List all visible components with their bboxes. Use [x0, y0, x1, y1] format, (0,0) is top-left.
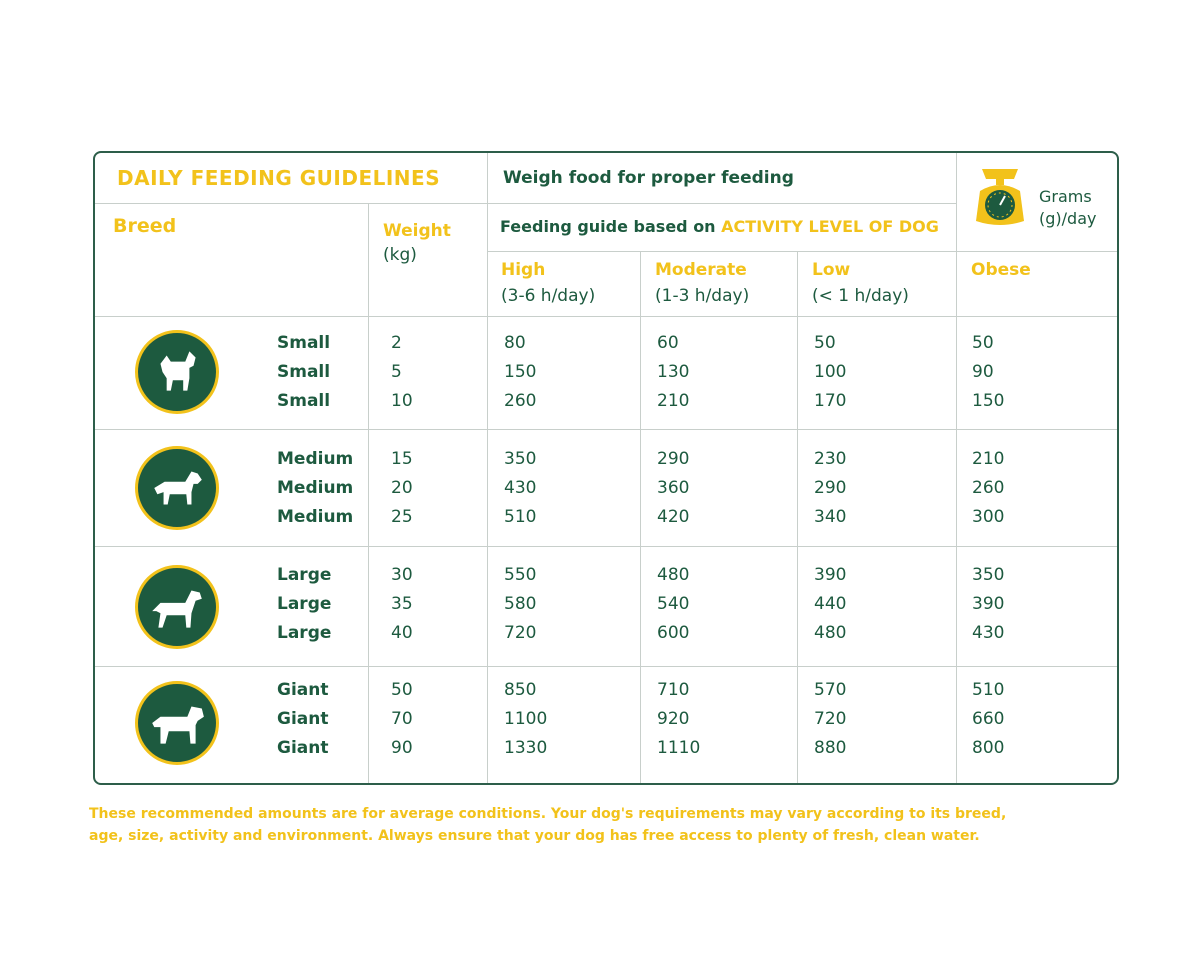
low-cell: 880: [814, 738, 847, 758]
breed-cell: Large: [277, 565, 332, 585]
medium-low-list: [814, 445, 846, 532]
moderate-label: Moderate: [655, 260, 747, 280]
giant-weight-list: [391, 676, 413, 763]
low-cell: 290: [814, 478, 847, 498]
obese-cell: 150: [972, 391, 1005, 411]
small-moderate-list: [657, 329, 689, 416]
low-cell: 230: [814, 449, 847, 469]
obese-cell: 90: [972, 362, 994, 382]
breed-cell: Giant: [277, 738, 329, 758]
moderate-cell: 920: [657, 709, 690, 729]
obese-cell: 660: [972, 709, 1005, 729]
breed-cell: Giant: [277, 680, 329, 700]
breed-cell: Medium: [277, 449, 354, 469]
high-cell: 350: [504, 449, 537, 469]
breed-header: Breed: [113, 215, 177, 237]
low-cell: 170: [814, 391, 847, 411]
divider-small-medium: [95, 429, 1117, 430]
header-moderate: [655, 257, 749, 309]
medium-obese-list: [972, 445, 1004, 532]
low-cell: 340: [814, 507, 847, 527]
high-cell: 850: [504, 680, 537, 700]
weight-cell: 40: [391, 623, 413, 643]
obese-cell: 430: [972, 623, 1005, 643]
footnote-line-2: age, size, activity and environment. Always ensure that your dog has free access to plenty of fresh, clean water.: [89, 828, 980, 844]
large-breed-list: [277, 561, 331, 648]
low-hours: (< 1 h/day): [812, 286, 909, 306]
weight-cell: 30: [391, 565, 413, 585]
low-cell: 480: [814, 623, 847, 643]
breed-cell: Medium: [277, 507, 354, 527]
small-weight-list: [391, 329, 413, 416]
giant-breed-list: [277, 676, 328, 763]
divider-low-obese: [956, 153, 957, 783]
header-obese: [971, 257, 1031, 283]
obese-label: Obese: [971, 260, 1031, 280]
grams-header: [1039, 186, 1096, 230]
weight-cell: 25: [391, 507, 413, 527]
moderate-cell: 360: [657, 478, 690, 498]
medium-high-list: [504, 445, 536, 532]
giant-low-list: [814, 676, 846, 763]
breed-cell: Medium: [277, 478, 354, 498]
breed-cell: Giant: [277, 709, 329, 729]
weight-unit: (kg): [383, 245, 417, 265]
high-cell: 510: [504, 507, 537, 527]
moderate-cell: 130: [657, 362, 690, 382]
divider-medium-large: [95, 546, 1117, 547]
weight-cell: 35: [391, 594, 413, 614]
weight-cell: 5: [391, 362, 402, 382]
low-cell: 50: [814, 333, 836, 353]
moderate-cell: 290: [657, 449, 690, 469]
low-cell: 570: [814, 680, 847, 700]
breed-cell: Large: [277, 623, 332, 643]
obese-cell: 300: [972, 507, 1005, 527]
high-cell: 1100: [504, 709, 548, 729]
giant-dog-icon: [135, 681, 219, 765]
low-label: Low: [812, 260, 851, 280]
page-title: DAILY FEEDING GUIDELINES: [117, 166, 441, 190]
giant-high-list: [504, 676, 547, 763]
large-weight-list: [391, 561, 413, 648]
high-cell: 430: [504, 478, 537, 498]
divider-large-giant: [95, 666, 1117, 667]
weight-cell: 70: [391, 709, 413, 729]
medium-breed-list: [277, 445, 353, 532]
moderate-cell: 1110: [657, 738, 701, 758]
weight-cell: 2: [391, 333, 402, 353]
obese-cell: 210: [972, 449, 1005, 469]
medium-moderate-list: [657, 445, 689, 532]
large-low-list: [814, 561, 846, 648]
obese-cell: 50: [972, 333, 994, 353]
large-obese-list: [972, 561, 1004, 648]
guide-emphasis: ACTIVITY LEVEL OF DOG: [721, 217, 939, 236]
weight-cell: 10: [391, 391, 413, 411]
moderate-cell: 600: [657, 623, 690, 643]
breed-cell: Large: [277, 594, 332, 614]
activity-guide-header: [500, 217, 939, 236]
moderate-cell: 420: [657, 507, 690, 527]
weight-label: Weight: [383, 221, 451, 241]
divider-weigh-row: [487, 203, 956, 204]
obese-cell: 800: [972, 738, 1005, 758]
divider-header-body: [95, 316, 1117, 317]
divider-activity-row: [487, 251, 1119, 252]
moderate-cell: 480: [657, 565, 690, 585]
high-cell: 260: [504, 391, 537, 411]
weight-cell: 15: [391, 449, 413, 469]
feeding-table: [93, 151, 1119, 785]
footnote-line-1: These recommended amounts are for average conditions. Your dog's requirements may vary according to its breed,: [89, 806, 1007, 822]
footnote: [89, 803, 1089, 847]
header-high: [501, 257, 595, 309]
giant-moderate-list: [657, 676, 700, 763]
small-high-list: [504, 329, 536, 416]
breed-cell: Small: [277, 391, 331, 411]
obese-cell: 510: [972, 680, 1005, 700]
moderate-cell: 540: [657, 594, 690, 614]
weight-cell: 50: [391, 680, 413, 700]
small-low-list: [814, 329, 846, 416]
low-cell: 390: [814, 565, 847, 585]
high-cell: 550: [504, 565, 537, 585]
giant-obese-list: [972, 676, 1004, 763]
weight-cell: 20: [391, 478, 413, 498]
guide-prefix: Feeding guide based on: [500, 217, 716, 236]
high-cell: 150: [504, 362, 537, 382]
high-cell: 1330: [504, 738, 548, 758]
small-breed-list: [277, 329, 330, 416]
high-cell: 580: [504, 594, 537, 614]
scale-icon: [972, 163, 1028, 229]
obese-cell: 350: [972, 565, 1005, 585]
weight-header: [383, 219, 451, 267]
moderate-hours: (1-3 h/day): [655, 286, 750, 306]
divider-weight-high: [487, 153, 488, 783]
moderate-cell: 60: [657, 333, 679, 353]
breed-cell: Small: [277, 362, 331, 382]
obese-cell: 390: [972, 594, 1005, 614]
header-low: [812, 257, 909, 309]
breed-cell: Small: [277, 333, 331, 353]
moderate-cell: 710: [657, 680, 690, 700]
divider-breed-weight: [368, 203, 369, 783]
large-high-list: [504, 561, 536, 648]
medium-dog-icon: [135, 446, 219, 530]
small-obese-list: [972, 329, 1004, 416]
divider-high-moderate: [640, 251, 641, 783]
weight-cell: 90: [391, 738, 413, 758]
high-cell: 720: [504, 623, 537, 643]
grams-label: Grams: [1039, 187, 1092, 206]
divider-moderate-low: [797, 251, 798, 783]
divider-title-row: [95, 203, 487, 204]
weigh-note: Weigh food for proper feeding: [503, 168, 794, 188]
small-dog-icon: [135, 330, 219, 414]
large-moderate-list: [657, 561, 689, 648]
large-dog-icon: [135, 565, 219, 649]
obese-cell: 260: [972, 478, 1005, 498]
medium-weight-list: [391, 445, 413, 532]
low-cell: 100: [814, 362, 847, 382]
low-cell: 720: [814, 709, 847, 729]
low-cell: 440: [814, 594, 847, 614]
grams-unit: (g)/day: [1039, 209, 1097, 228]
moderate-cell: 210: [657, 391, 690, 411]
high-label: High: [501, 260, 546, 280]
high-hours: (3-6 h/day): [501, 286, 596, 306]
high-cell: 80: [504, 333, 526, 353]
